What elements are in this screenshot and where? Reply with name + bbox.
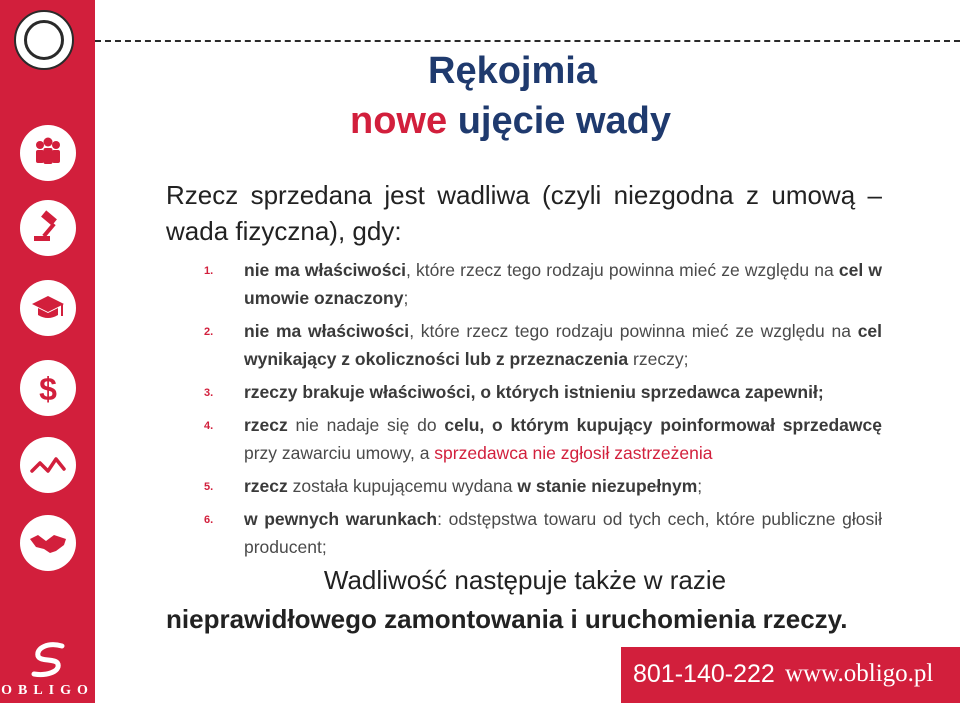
defects-list xyxy=(200,256,882,566)
top-dashed-line xyxy=(95,40,960,42)
list-item xyxy=(200,505,882,561)
graduation-cap-icon xyxy=(20,280,76,336)
list-item-number: 4. xyxy=(204,420,214,432)
dollar-icon xyxy=(20,360,76,416)
list-item-text: w pewnych warunkach xyxy=(244,509,438,529)
subtitle-blue: ujęcie wady xyxy=(457,100,672,142)
list-item-number: 5. xyxy=(204,481,214,493)
list-item xyxy=(200,411,882,467)
handshake-icon xyxy=(20,515,76,571)
gavel-icon xyxy=(20,200,76,256)
list-item-number: 1. xyxy=(204,265,214,277)
footer-line-1: Wadliwość następuje także w razie xyxy=(323,565,727,595)
sidebar xyxy=(0,0,95,703)
list-item-text: : odstępstwa towaru od tych cech, które publiczne głosił producent; xyxy=(244,509,882,557)
list-item-text: rzeczy; xyxy=(628,349,689,369)
list-item-text: , które rzecz tego rodzaju powinna mieć ze względu na xyxy=(409,321,858,341)
brand-name: OBLIGO xyxy=(1,683,94,698)
group-icon xyxy=(20,125,76,181)
list-item xyxy=(200,256,882,312)
contact-phone[interactable]: 801-140-222 xyxy=(633,660,775,688)
list-item-text: przy zawarciu umowy, a xyxy=(244,443,435,463)
list-item xyxy=(200,378,882,406)
list-item-text: sprzedawca nie zgłosił zastrzeżenia xyxy=(434,443,713,463)
list-item-text: rzeczy brakuje właściwości, o których istnieniu sprzedawca zapewnił; xyxy=(244,382,824,402)
list-item xyxy=(200,317,882,373)
list-item xyxy=(200,472,882,500)
page-subtitle xyxy=(350,100,671,143)
list-item-text: , które rzecz tego rodzaju powinna mieć ze względu na xyxy=(406,260,839,280)
brand-logo-icon xyxy=(22,640,74,680)
footer-line-2: nieprawidłowego zamontowania i uruchomienia rzeczy. xyxy=(166,604,848,634)
list-item-number: 3. xyxy=(204,387,214,399)
contact-website-link[interactable]: www.obligo.pl xyxy=(785,660,934,687)
list-item-text: ; xyxy=(403,288,409,308)
list-item-text: celu, o którym kupujący poinformował sprzedawcę xyxy=(444,415,882,435)
list-item-text: nie ma właściwości xyxy=(244,260,407,280)
list-item-text: cel w umowie oznaczony xyxy=(244,260,882,308)
list-item-text: została kupującemu wydana xyxy=(287,476,518,496)
subtitle-red: nowe xyxy=(350,100,448,142)
contact-box xyxy=(621,647,960,703)
list-item-number: 2. xyxy=(204,326,214,338)
page-title: Rękojmia xyxy=(428,50,597,92)
list-item-text: nie ma właściwości xyxy=(244,321,410,341)
list-item-text: rzecz xyxy=(244,415,288,435)
list-item-text: w stanie niezupełnym xyxy=(517,476,698,496)
list-item-text: nie nadaje się do xyxy=(287,415,445,435)
trend-chart-icon xyxy=(20,437,76,493)
list-item-text: rzecz xyxy=(244,476,288,496)
logo-circle-icon xyxy=(14,10,74,70)
list-item-text: ; xyxy=(697,476,703,496)
list-item-text: cel wynikający z okoliczności lub z przeznaczenia xyxy=(244,321,883,369)
intro-text: Rzecz sprzedana jest wadliwa (czyli niezgodna z umową – wada fizyczna), gdy: xyxy=(166,180,882,246)
list-item-number: 6. xyxy=(204,514,214,526)
svg-text:$: $ xyxy=(39,371,57,407)
